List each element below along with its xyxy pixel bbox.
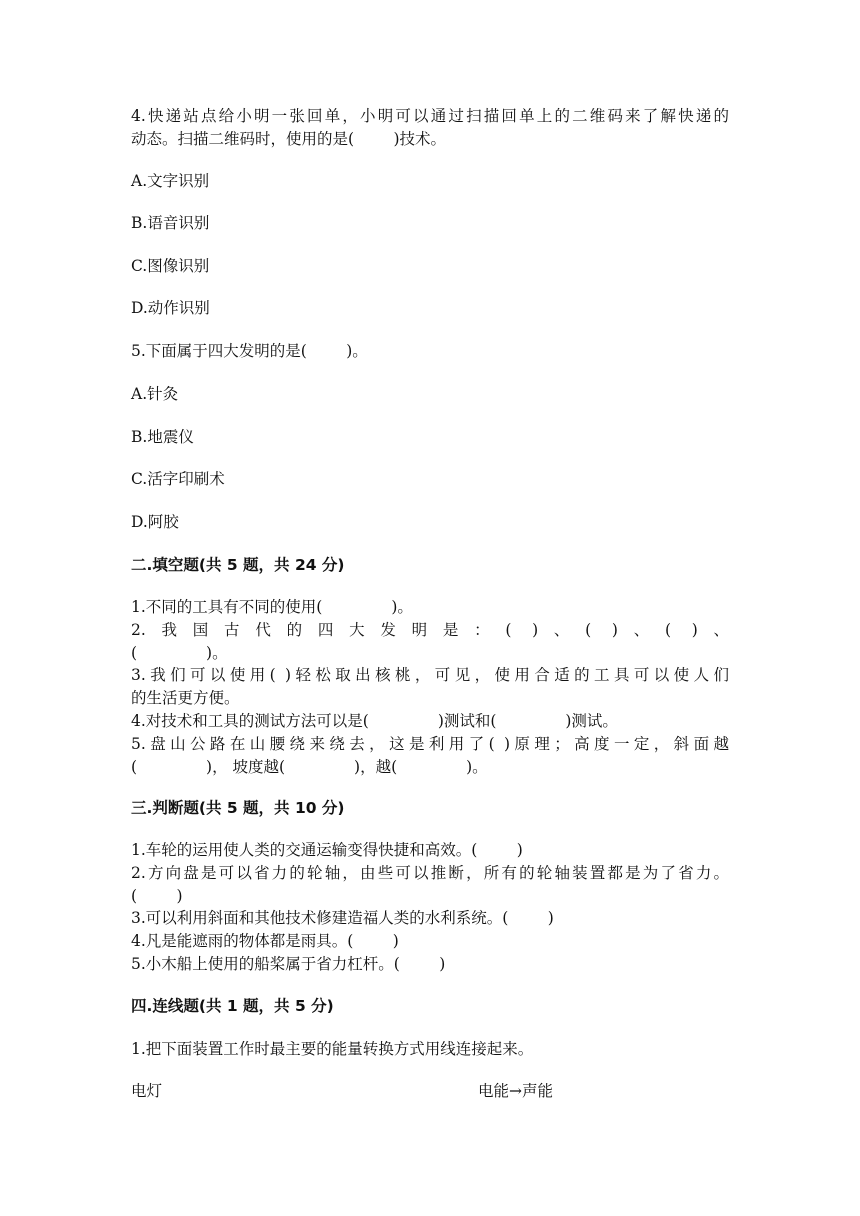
- q4-text-line2: 动态。扫描二维码时，使用的是( )技术。: [131, 130, 447, 148]
- fill-blank-q5-line2: ( )， 坡度越( )，越( )。: [131, 758, 488, 776]
- judgment-q2-line2: ( ): [131, 887, 183, 905]
- fill-blank-q3-line1: 3.我们可以使用( )轻松取出核桃，可见，使用合适的工具可以使人们: [131, 666, 729, 684]
- q5-option-d: D.阿胶: [131, 513, 179, 531]
- judgment-q1: 1.车轮的运用使人类的交通运输变得快捷和高效。( ): [131, 841, 523, 859]
- judgment-q3: 3.可以利用斜面和其他技术修建造福人类的水利系统。( ): [131, 909, 554, 927]
- judgment-q4: 4.凡是能遮雨的物体都是雨具。( ): [131, 932, 399, 950]
- q4-text-line1: 4.快递站点给小明一张回单，小明可以通过扫描回单上的二维码来了解快递的: [131, 107, 729, 125]
- q5-option-b: B.地震仪: [131, 428, 194, 446]
- section-title-judgment: 三.判断题(共 5 题，共 10 分): [131, 799, 345, 817]
- matching-right-item: 电能→声能: [478, 1082, 553, 1100]
- section-title-matching: 四.连线题(共 1 题，共 5 分): [131, 997, 334, 1015]
- section-title-fill-blank: 二.填空题(共 5 题，共 24 分): [131, 556, 345, 574]
- matching-left-item: 电灯: [131, 1082, 163, 1100]
- fill-blank-q5-line1: 5.盘山公路在山腰绕来绕去，这是利用了( )原理；高度一定，斜面越: [131, 735, 729, 753]
- judgment-q2-line1: 2.方向盘是可以省力的轮轴，由些可以推断，所有的轮轴装置都是为了省力。: [131, 864, 729, 882]
- q5-option-a: A.针灸: [131, 385, 179, 403]
- fill-blank-q4: 4.对技术和工具的测试方法可以是( )测试和( )测试。: [131, 712, 618, 730]
- q4-option-b: B.语音识别: [131, 214, 210, 232]
- judgment-q5: 5.小木船上使用的船桨属于省力杠杆。( ): [131, 955, 446, 973]
- fill-blank-q2-line1: 2.我国古代的四大发明是：( )、( )、( )、: [131, 621, 729, 639]
- fill-blank-q3-line2: 的生活更方便。: [131, 689, 240, 707]
- q4-option-a: A.文字识别: [131, 172, 210, 190]
- fill-blank-q1: 1.不同的工具有不同的使用( )。: [131, 598, 413, 616]
- q5-text: 5.下面属于四大发明的是( )。: [131, 342, 368, 360]
- q5-option-c: C.活字印刷术: [131, 470, 225, 488]
- fill-blank-q2-line2: ( )。: [131, 644, 228, 662]
- q4-option-d: D.动作识别: [131, 299, 210, 317]
- q4-option-c: C.图像识别: [131, 257, 210, 275]
- matching-instruction: 1.把下面装置工作时最主要的能量转换方式用线连接起来。: [131, 1040, 534, 1058]
